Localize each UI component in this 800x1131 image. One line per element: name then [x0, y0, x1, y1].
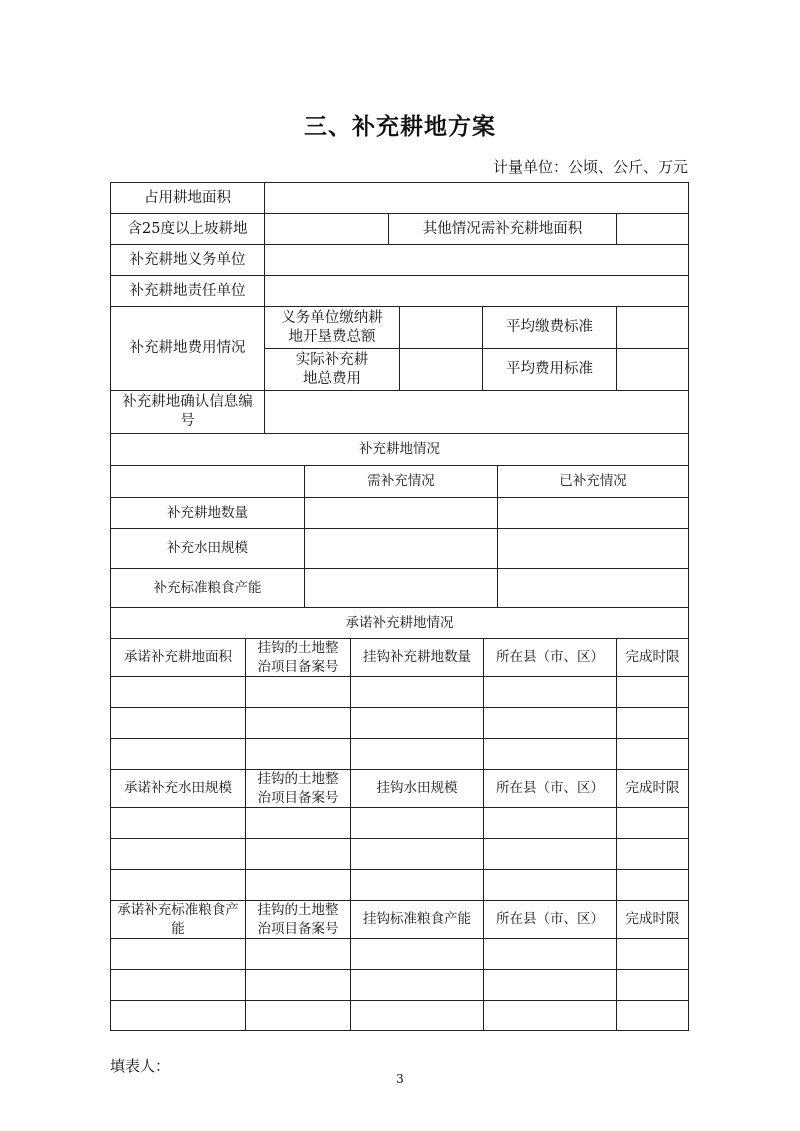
promise-input[interactable]	[616, 738, 689, 770]
label-paid-total: 义务单位缴纳耕地开垦费总额	[264, 306, 400, 349]
promise-input[interactable]	[245, 938, 351, 970]
page-title: 三、补充耕地方案	[304, 114, 496, 140]
input-responsible-unit[interactable]	[264, 275, 689, 307]
input-occupied-area[interactable]	[264, 182, 689, 214]
promise-input[interactable]	[245, 869, 351, 901]
promise-input[interactable]	[110, 738, 246, 770]
promise-input[interactable]	[616, 938, 689, 970]
input-slope25[interactable]	[264, 213, 389, 245]
promise-input[interactable]	[483, 838, 617, 870]
input-confirm-no[interactable]	[264, 390, 689, 434]
promise-col-label: 所在县（市、区）	[483, 769, 617, 808]
promise-input[interactable]	[110, 807, 246, 839]
units-note: 计量单位：公顷、公斤、万元	[492, 158, 688, 176]
promise-input[interactable]	[483, 1000, 617, 1031]
input-avg-cost-std[interactable]	[616, 348, 689, 391]
promise-input[interactable]	[350, 707, 484, 739]
situation-need-input[interactable]	[304, 497, 498, 529]
promise-col-label: 承诺补充水田规模	[110, 769, 246, 808]
promise-input[interactable]	[245, 707, 351, 739]
label-avg-cost-std: 平均费用标准	[482, 348, 617, 391]
promise-input[interactable]	[110, 838, 246, 870]
promise-input[interactable]	[483, 807, 617, 839]
situation-corner	[110, 465, 305, 498]
input-obligation-unit[interactable]	[264, 244, 689, 276]
situation-need-input[interactable]	[304, 528, 498, 569]
label-actual-total: 实际补充耕地总费用	[264, 348, 400, 391]
promise-input[interactable]	[245, 738, 351, 770]
promise-col-label: 承诺补充耕地面积	[110, 638, 246, 677]
promise-input[interactable]	[245, 969, 351, 1001]
promise-header: 承诺补充耕地情况	[110, 607, 689, 639]
promise-input[interactable]	[483, 676, 617, 708]
form-filler-label: 填表人：	[110, 1057, 171, 1075]
promise-input[interactable]	[616, 869, 689, 901]
promise-input[interactable]	[245, 807, 351, 839]
label-cost-situation: 补充耕地费用情况	[110, 306, 265, 391]
promise-col-label: 完成时限	[616, 900, 689, 939]
promise-input[interactable]	[110, 938, 246, 970]
promise-input[interactable]	[110, 869, 246, 901]
promise-input[interactable]	[245, 1000, 351, 1031]
label-obligation-unit: 补充耕地义务单位	[110, 244, 265, 276]
promise-input[interactable]	[483, 738, 617, 770]
promise-input[interactable]	[350, 738, 484, 770]
label-slope25: 含25度以上坡耕地	[110, 213, 265, 245]
situation-header: 补充耕地情况	[110, 433, 689, 466]
input-avg-paid-std[interactable]	[616, 306, 689, 349]
label-responsible-unit: 补充耕地责任单位	[110, 275, 265, 307]
promise-input[interactable]	[350, 676, 484, 708]
promise-input[interactable]	[110, 676, 246, 708]
situation-need-input[interactable]	[304, 568, 498, 608]
promise-input[interactable]	[110, 707, 246, 739]
situation-row-label: 补充耕地数量	[110, 497, 305, 529]
promise-input[interactable]	[350, 838, 484, 870]
col-need: 需补充情况	[304, 465, 498, 498]
input-other-area[interactable]	[616, 213, 689, 245]
promise-input[interactable]	[616, 838, 689, 870]
promise-col-label: 所在县（市、区）	[483, 638, 617, 677]
promise-input[interactable]	[350, 807, 484, 839]
promise-input[interactable]	[245, 676, 351, 708]
plan-table	[110, 182, 689, 1030]
label-avg-paid-std: 平均缴费标准	[482, 306, 617, 349]
situation-row-label: 补充水田规模	[110, 528, 305, 569]
promise-input[interactable]	[350, 1000, 484, 1031]
promise-input[interactable]	[616, 707, 689, 739]
situation-done-input[interactable]	[497, 497, 689, 529]
promise-col-label: 承诺补充标准粮食产能	[110, 900, 246, 939]
page-number: 3	[396, 1072, 404, 1086]
label-other-area: 其他情况需补充耕地面积	[388, 213, 617, 245]
promise-input[interactable]	[483, 869, 617, 901]
promise-input[interactable]	[110, 969, 246, 1001]
promise-input[interactable]	[245, 838, 351, 870]
col-done: 已补充情况	[497, 465, 689, 498]
promise-col-label: 完成时限	[616, 769, 689, 808]
promise-input[interactable]	[483, 707, 617, 739]
promise-input[interactable]	[350, 938, 484, 970]
situation-done-input[interactable]	[497, 568, 689, 608]
promise-col-label: 挂钩水田规模	[350, 769, 484, 808]
promise-col-label: 完成时限	[616, 638, 689, 677]
label-occupied-area: 占用耕地面积	[110, 182, 265, 214]
promise-col-label: 挂钩的土地整治项目备案号	[245, 900, 351, 939]
situation-row-label: 补充标准粮食产能	[110, 568, 305, 608]
promise-input[interactable]	[350, 869, 484, 901]
promise-input[interactable]	[616, 1000, 689, 1031]
input-actual-total[interactable]	[399, 348, 483, 391]
promise-input[interactable]	[483, 938, 617, 970]
input-paid-total[interactable]	[399, 306, 483, 349]
promise-col-label: 挂钩标准粮食产能	[350, 900, 484, 939]
promise-col-label: 挂钩的土地整治项目备案号	[245, 638, 351, 677]
promise-col-label: 挂钩补充耕地数量	[350, 638, 484, 677]
situation-done-input[interactable]	[497, 528, 689, 569]
promise-input[interactable]	[616, 807, 689, 839]
promise-input[interactable]	[483, 969, 617, 1001]
promise-input[interactable]	[616, 676, 689, 708]
label-confirm-no: 补充耕地确认信息编号	[110, 390, 265, 434]
promise-col-label: 挂钩的土地整治项目备案号	[245, 769, 351, 808]
promise-input[interactable]	[110, 1000, 246, 1031]
promise-col-label: 所在县（市、区）	[483, 900, 617, 939]
promise-input[interactable]	[616, 969, 689, 1001]
promise-input[interactable]	[350, 969, 484, 1001]
